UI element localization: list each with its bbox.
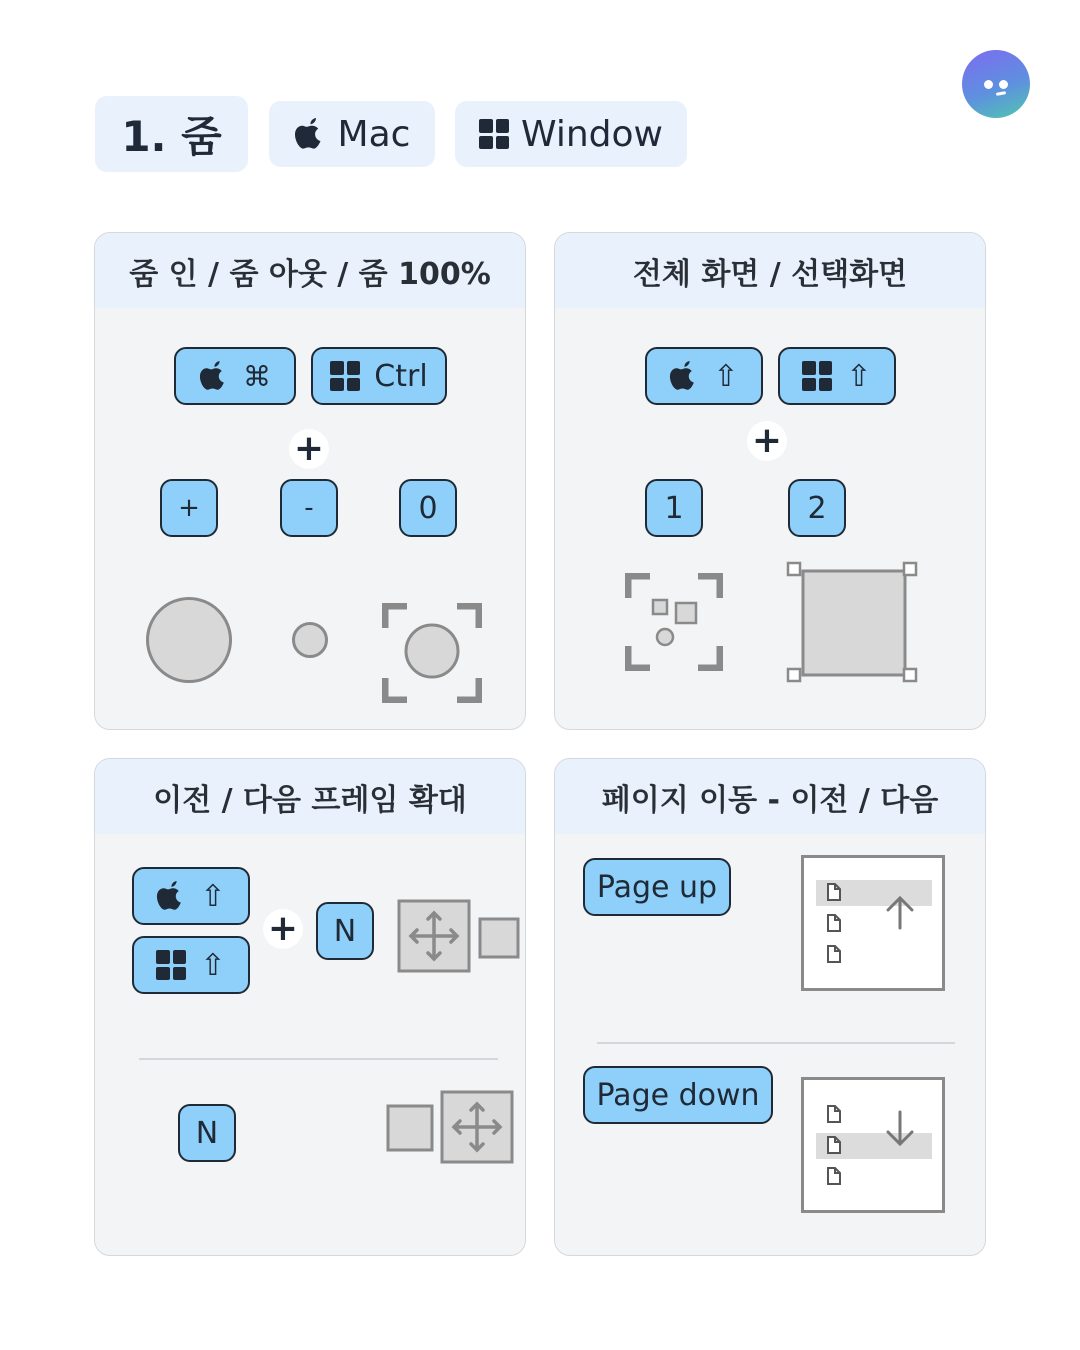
window-chip (455, 101, 687, 167)
page-up-illustration (801, 855, 945, 991)
zoom-fit-illustration (382, 603, 482, 703)
zoom-in-illustration (146, 597, 232, 683)
win-ctrl-key (311, 347, 447, 405)
next-frame-key: N (316, 902, 374, 960)
divider (597, 1042, 955, 1044)
divider (139, 1058, 498, 1060)
page-up-key: Page up (583, 858, 731, 916)
section-title (95, 96, 248, 172)
arrow-down-icon (888, 1112, 912, 1144)
plus-sign: + (263, 909, 303, 949)
card-title: 페이지 이동 - 이전 / 다음 (555, 759, 985, 834)
command-icon: ⌘ (243, 359, 271, 393)
document-icon (828, 915, 840, 931)
arrow-up-icon (888, 898, 912, 928)
page-up-document-icons (804, 858, 942, 988)
page-down-key: Page down (583, 1066, 773, 1124)
card-page-navigation (554, 758, 986, 1256)
win-shift-key (132, 936, 250, 994)
page-down-illustration (801, 1077, 945, 1213)
mac-shift-key (132, 867, 250, 925)
selection-illustration (785, 561, 921, 685)
document-icon (828, 884, 840, 900)
card-fullscreen (554, 232, 986, 730)
zoom-out-illustration (292, 622, 328, 658)
card-title: 줌 인 / 줌 아웃 / 줌 100% (95, 233, 525, 308)
page-down-document-icons (804, 1080, 942, 1210)
section-title-text: 1. 줌 (121, 112, 222, 161)
avatar-mouth (996, 91, 1006, 96)
windows-icon (802, 361, 832, 391)
shift-icon: ⇧ (846, 358, 872, 394)
ctrl-label: Ctrl (374, 358, 428, 394)
avatar-eye-left (984, 80, 993, 89)
windows-icon (156, 950, 186, 980)
mac-chip (269, 101, 435, 167)
avatar[interactable] (962, 50, 1030, 118)
card-title: 전체 화면 / 선택화면 (555, 233, 985, 308)
card-zoom (94, 232, 526, 730)
document-icon (828, 946, 840, 962)
prev-frame-illustration (386, 1090, 516, 1164)
selection-key: 2 (788, 479, 846, 537)
fullscreen-key: 1 (645, 479, 703, 537)
mac-command-key (174, 347, 296, 405)
card-frame-zoom (94, 758, 526, 1256)
avatar-eye-right (999, 80, 1008, 89)
mac-shift-key (645, 347, 763, 405)
card-title: 이전 / 다음 프레임 확대 (95, 759, 525, 834)
apple-icon (199, 359, 229, 393)
shift-icon: ⇧ (200, 878, 226, 914)
prev-frame-key: N (178, 1104, 236, 1162)
apple-icon (669, 359, 699, 393)
document-icon (828, 1168, 840, 1184)
apple-icon (294, 116, 326, 152)
plus-sign: + (747, 421, 787, 461)
zoom-out-key: - (280, 479, 338, 537)
zoom-reset-key: 0 (399, 479, 457, 537)
windows-icon (479, 119, 509, 149)
windows-icon (330, 361, 360, 391)
plus-sign: + (289, 429, 329, 469)
document-icon (828, 1106, 840, 1122)
window-label: Window (521, 113, 663, 155)
document-icon (828, 1137, 840, 1153)
zoom-in-key: + (160, 479, 218, 537)
shift-icon: ⇧ (713, 358, 739, 394)
apple-icon (156, 879, 186, 913)
shift-icon: ⇧ (200, 947, 226, 983)
next-frame-illustration (397, 899, 521, 973)
mac-label: Mac (337, 113, 411, 155)
fullscreen-illustration (625, 573, 723, 671)
win-shift-key (778, 347, 896, 405)
